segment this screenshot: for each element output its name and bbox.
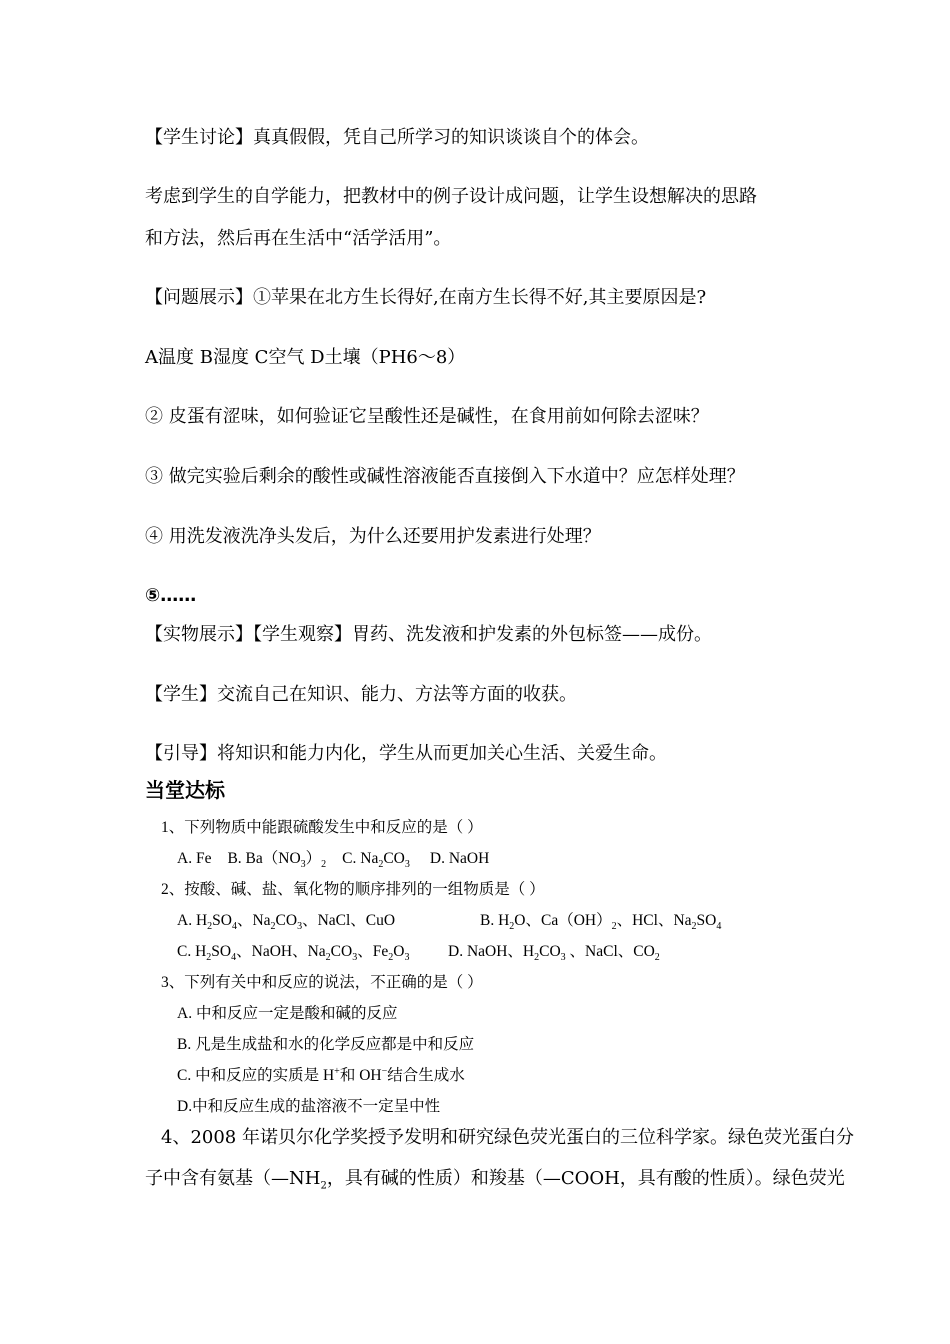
q3-option-b: B. 凡是生成盐和水的化学反应都是中和反应: [177, 1036, 475, 1053]
q4-line-1: 4、2008 年诺贝尔化学奖授予发明和研究绿色荧光蛋白的三位科学家。绿色荧光蛋白分: [161, 1127, 854, 1148]
q2-stem: 2、按酸、碱、盐、氧化物的顺序排列的一组物质是（ ）: [161, 881, 545, 898]
q3-option-c: C. 中和反应的实质是 H+和 OH−结合生成水: [177, 1065, 465, 1084]
q2-option-c: C. $H_2SO_4$、NaOH、$Na_2CO_3$、$Fe_2O_3$: [177, 943, 410, 964]
paragraph-self-study-cont: 和方法，然后再在生活中“活学活用”。: [145, 228, 452, 249]
section-title: 当堂达标: [145, 778, 225, 802]
paragraph-question-display: 【问题展示】①苹果在北方生长得好,在南方生长得不好,其主要原因是?: [145, 287, 707, 308]
paragraph-question-2: ② 皮蛋有涩味，如何验证它呈酸性还是碱性，在食用前如何除去涩味？: [145, 406, 709, 427]
paragraph-options: A温度 B湿度 C空气 D土壤（PH6～8）: [145, 347, 466, 368]
paragraph-question-5: ⑤……: [145, 585, 197, 606]
paragraph-guidance: 【引导】将知识和能力内化，学生从而更加关心生活、关爱生命。: [145, 743, 667, 764]
q3-stem: 3、下列有关中和反应的说法，不正确的是（ ）: [161, 974, 483, 991]
q1-option-c: C. $Na_2CO_3$: [342, 850, 410, 871]
q2-option-d: D. NaOH、$H_2CO_3$ 、NaCl、$CO_2$: [448, 943, 660, 964]
q1-stem: 1、下列物质中能跟硫酸发生中和反应的是（ ）: [161, 819, 483, 836]
q4-line-2: 子中含有氨基（$—NH_2$，具有碱的性质）和羧基（—COOH，具有酸的性质）。绿色荧光: [145, 1168, 845, 1192]
q3-option-a: A. 中和反应一定是酸和碱的反应: [177, 1005, 398, 1022]
q1-option-d: D. NaOH: [429, 850, 490, 867]
paragraph-self-study: 考虑到学生的自学能力，把教材中的例子设计成问题，让学生设想解决的思路: [145, 186, 757, 207]
paragraph-question-3: ③ 做完实验后剩余的酸性或碱性溶液能否直接倒入下水道中？应怎样处理？: [145, 466, 745, 487]
q3-option-d: D.中和反应生成的盐溶液不一定呈中性: [177, 1098, 441, 1115]
q1-option-a: A. Fe: [177, 850, 212, 867]
q2-option-b: B. $H_2O$、$Ca(OH)_2$、HCl、$Na_2SO_4$: [480, 912, 722, 933]
q1-options: [177, 848, 489, 870]
paragraph-object-display: 【实物展示】【学生观察】胃药、洗发液和护发素的外包标签——成份。: [145, 624, 712, 645]
paragraph-student-exchange: 【学生】交流自己在知识、能力、方法等方面的收获。: [145, 684, 577, 705]
q1-option-b: B. $Ba(NO_3)_2$: [227, 850, 327, 871]
paragraph-question-4: ④ 用洗发液洗净头发后，为什么还要用护发素进行处理？: [145, 526, 601, 547]
q2-option-a: A. $H_2SO_4$、$Na_2CO_3$、NaCl、CuO: [177, 912, 396, 933]
paragraph-student-discussion: 【学生讨论】真真假假，凭自己所学习的知识谈谈自个的体会。: [145, 127, 649, 148]
